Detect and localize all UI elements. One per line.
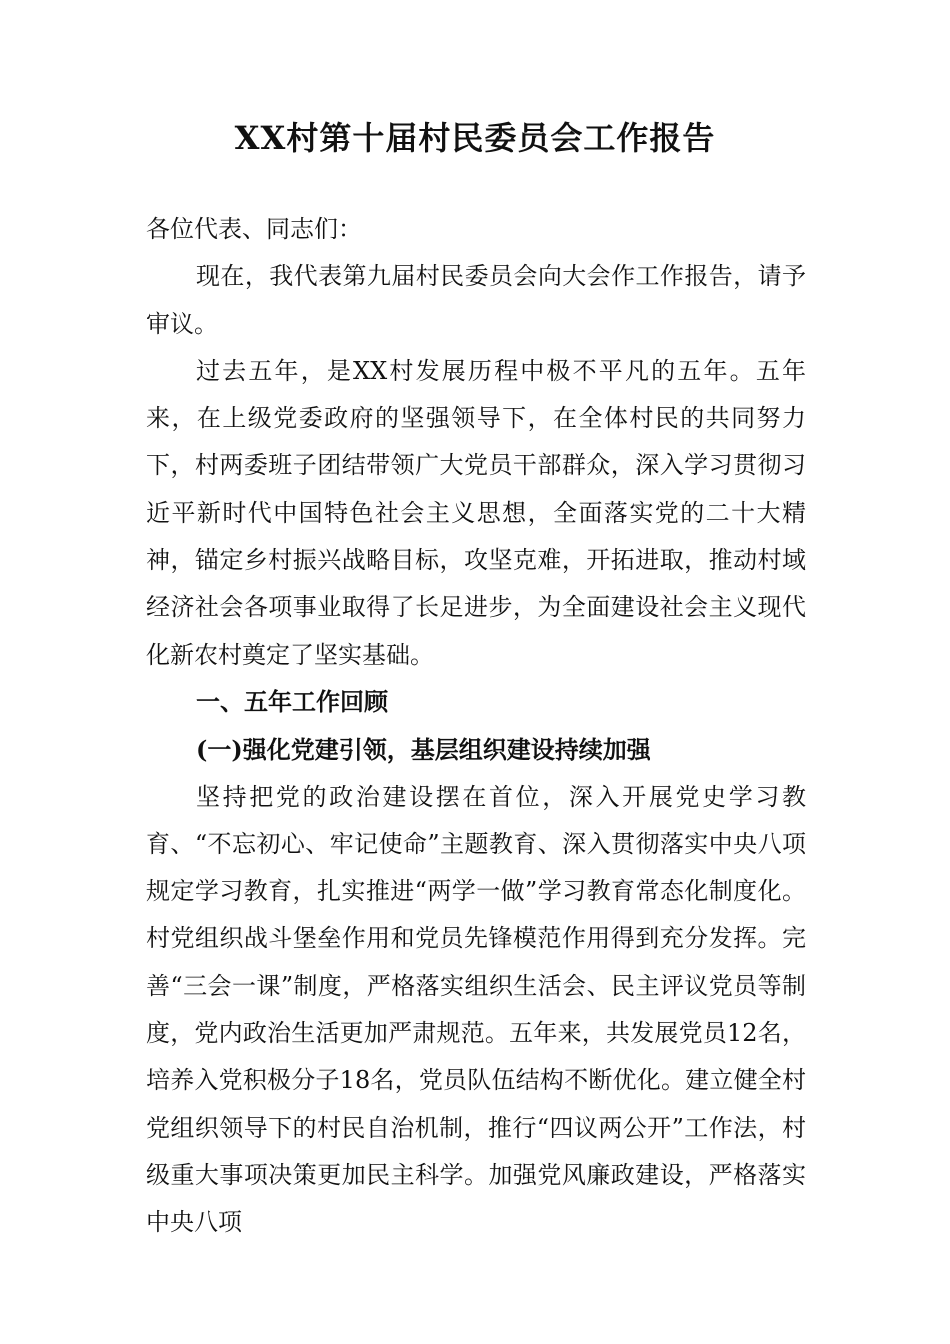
intro-paragraph: 现在，我代表第九届村民委员会向大会作工作报告，请予审议。 (146, 262, 806, 338)
document-title: XX村第十届村民委员会工作报告 (234, 119, 716, 157)
subsection-heading: (一)强化党建引领，基层组织建设持续加强 (196, 735, 651, 765)
section-heading: 一、五年工作回顾 (196, 687, 388, 716)
salutation: 各位代表、同志们： (146, 215, 362, 243)
subsection-paragraph: 坚持把党的政治建设摆在首位，深入开展党史学习教育、“不忘初心、牢记使命”主题教育、深入贯彻落实中央八项规定学习教育，扎实推进“两学一做”学习教育常态化制度化。村党组织战斗堡垒作用和党员先锋模范作用得到充分发挥。完善“三会一课”制度，严格落实组织生活会、民主评议党员等制度，党内政治生活更加严肃规范。五年来，共发展党员12名，培养入党积极分子18名，党员队伍结构不断优化。建立健全村党组织领导下的村民自治机制，推行“四议两公开”工作法，村级重大事项决策更加民主科学。加强党风廉政建设，严格落实中央八项 (146, 782, 806, 1237)
overview-paragraph: 过去五年，是XX村发展历程中极不平凡的五年。五年来，在上级党委政府的坚强领导下，在全体村民的共同努力下，村两委班子团结带领广大党员干部群众，深入学习贯彻习近平新时代中国特色社会主义思想，全面落实党的二十大精神，锚定乡村振兴战略目标，攻坚克难，开拓进取，推动村域经济社会各项事业取得了长足进步，为全面建设社会主义现代化新农村奠定了坚实基础。 (146, 356, 806, 669)
document-body (146, 206, 806, 1247)
